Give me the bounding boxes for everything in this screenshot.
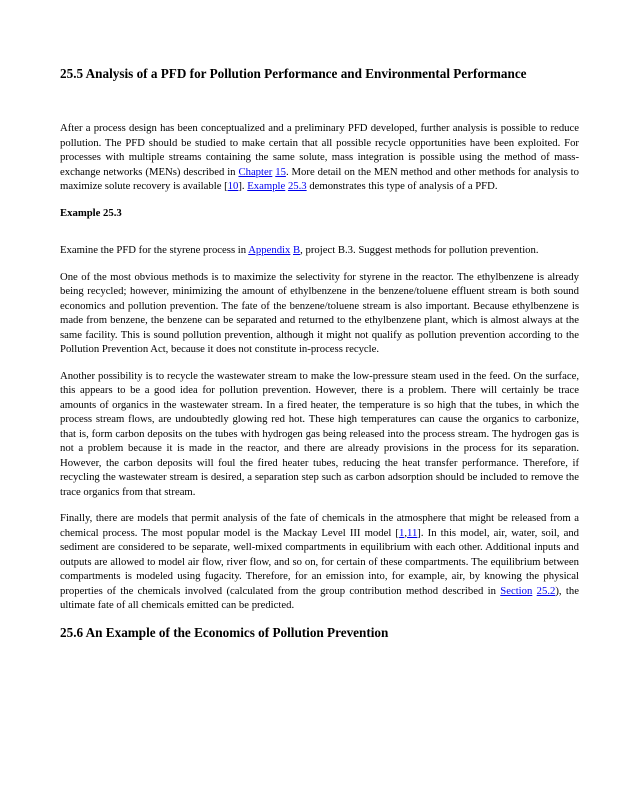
intro-text-d: demonstrates this type of analysis of a PFD. xyxy=(309,180,498,192)
selectivity-paragraph: One of the most obvious methods is to maximize the selectivity for styrene in the reactor. The ethylbenzene is already being recycled; however, minimizing the amount of ethylbenzene in the benzene/toluene effluent stream is both sound economics and pollution prevention. The fate of the benzene/toluene stream is also important. Because ethylbenzene is made from benzene, the benzene can be separated and returned to the ethylbenzene plant, which is almost always at the same facility. This is sound pollution prevention, although it might not qualify as pollution prevention according to the Pollution Prevention Act, because it does not constitute in-process recycle. xyxy=(60,270,579,355)
fate-text-a: Finally, there are models that permit analysis of the fate of chemicals in the atmosphere that might be released from a chemical process. The most popular model is the Mackay Level III model [ xyxy=(60,512,579,539)
chapter-link[interactable]: Chapter xyxy=(238,165,273,178)
intro-paragraph xyxy=(60,121,579,194)
section-heading-25-6: 25.6 An Example of the Economics of Pollution Prevention xyxy=(60,624,389,640)
reference-comma: , xyxy=(404,526,407,539)
reference-10-link[interactable]: 10 xyxy=(227,180,239,192)
fate-text-c: ), the ultimate fate of all chemicals emitted can be predicted. xyxy=(60,584,579,611)
example-label: Example 25.3 xyxy=(60,206,122,219)
example-link[interactable]: Example xyxy=(247,180,286,192)
fate-text-b: ]. In this model, air, water, soil, and sediment are considered to be separate, well-mixed compartments in equilibrium with each other. Additional inputs and outputs are allowed to model air flow, river flow, and so on, for certain of these compartments. The equilibrium between compartments is modeled using fugacity. Therefore, for an emission into, for example, air, by knowing the physical properties of the chemicals involved (calculated from the group contribution method described in xyxy=(60,526,580,597)
reference-1-link[interactable]: 1 xyxy=(398,526,405,539)
intro-text-c: ]. xyxy=(238,180,245,192)
appendix-link[interactable]: Appendix xyxy=(248,244,291,256)
example-25-3-link[interactable]: 25.3 xyxy=(287,180,307,192)
document-content xyxy=(60,60,579,641)
prompt-text-a: Examine the PFD for the styrene process in xyxy=(60,244,247,256)
intro-text-a: After a process design has been conceptualized and a preliminary PFD developed, further analysis is possible to reduce pollution. The PFD should be studied to make certain that all possible recycle opportunities have been exploited. For processes with multiple streams containing the same solute, mass integration is possible using the method of mass-exchange networks (MENs) described in xyxy=(60,122,579,178)
chapter-15-link[interactable]: 15 xyxy=(275,165,286,178)
intro-text-b: . More detail on the MEN method and other methods for analysis to maximize solute recovery is available [ xyxy=(60,165,579,192)
example-prompt-paragraph xyxy=(60,243,579,258)
prompt-text-b: , project B.3. Suggest methods for pollution prevention. xyxy=(300,244,539,256)
appendix-b-link[interactable]: B xyxy=(293,244,301,256)
wastewater-paragraph: Another possibility is to recycle the wastewater stream to make the low-pressure steam used in the feed. On the surface, this appears to be a good idea for pollution prevention. However, there is a problem. There will certainly be trace amounts of organics in the wastewater stream. In a fired heater, the temperature is so high that the tubes, in which the process stream flows, are undoubtedly glowing red hot. These high temperatures can cause the organics to carbonize, that is, form carbon deposits on the tubes with hydrogen gas being released into the process stream. The hydrogen gas is not a problem because it is made in the reactor, and there are already provisions in the process for its separation. However, the carbon deposits will foul the fired heater tubes, reducing the heat transfer performance. Therefore, if recycling the wastewater stream is desired, a separation step such as carbon adsorption should be included to remove the trace organics from that stream. xyxy=(60,369,579,498)
reference-11-link[interactable]: 11 xyxy=(407,526,418,539)
section-heading-25-5: 25.5 Analysis of a PFD for Pollution Performance and Environmental Performance xyxy=(60,66,527,81)
fate-model-paragraph xyxy=(60,511,579,613)
section-25-2-link[interactable]: 25.2 xyxy=(536,584,556,597)
section-link[interactable]: Section xyxy=(500,584,533,597)
